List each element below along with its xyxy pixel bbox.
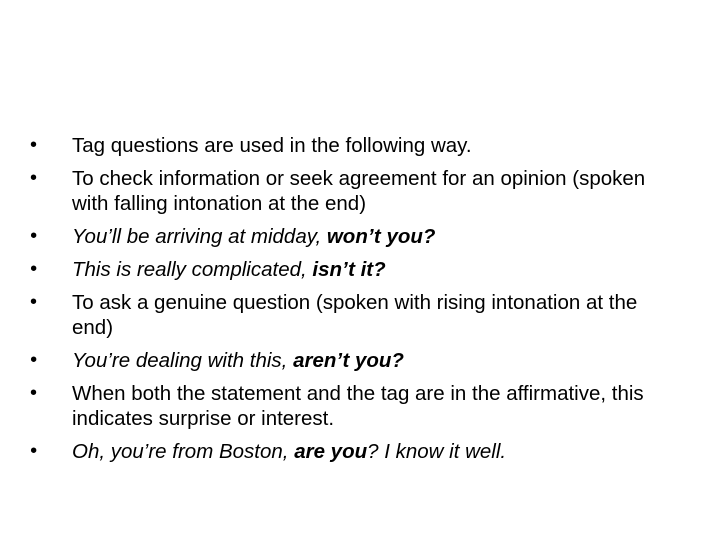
bullet-item [30, 133, 680, 158]
bullet-list [30, 133, 680, 472]
example-statement: This is really complicated, [72, 258, 313, 281]
bullet-item [30, 290, 680, 340]
example-statement: You’ll be arriving at midday, [72, 225, 327, 248]
example-statement: Oh, you’re from Boston, [72, 440, 295, 463]
bullet-text: When both the statement and the tag are in the affirmative, this indicates surprise or interest. [72, 382, 644, 430]
bullet-dot: • [30, 225, 38, 247]
example-statement: You’re dealing with this, [72, 349, 294, 372]
bullet-item-example [30, 257, 680, 282]
bullet-text: To check information or seek agreement for an opinion (spoken with falling intonation at the end) [72, 167, 646, 215]
bullet-text: Tag questions are used in the following way. [72, 134, 472, 157]
bullet-dot: • [30, 291, 38, 313]
bullet-item-example [30, 224, 680, 249]
bullet-dot: • [30, 167, 38, 189]
example-tag: aren’t you? [293, 349, 404, 372]
example-tag: are you [294, 440, 368, 463]
example-tag: isn’t it? [312, 258, 386, 281]
bullet-text: To ask a genuine question (spoken with rising intonation at the end) [72, 291, 638, 339]
bullet-item-example [30, 439, 680, 464]
bullet-item [30, 381, 680, 431]
example-trail: ? I know it well. [367, 440, 507, 463]
bullet-dot: • [30, 382, 38, 404]
bullet-item-example [30, 348, 680, 373]
bullet-dot: • [30, 440, 38, 462]
bullet-dot: • [30, 349, 38, 371]
bullet-dot: • [30, 258, 38, 280]
bullet-item [30, 166, 680, 216]
example-tag: won’t you? [326, 225, 436, 248]
bullet-dot: • [30, 134, 38, 156]
